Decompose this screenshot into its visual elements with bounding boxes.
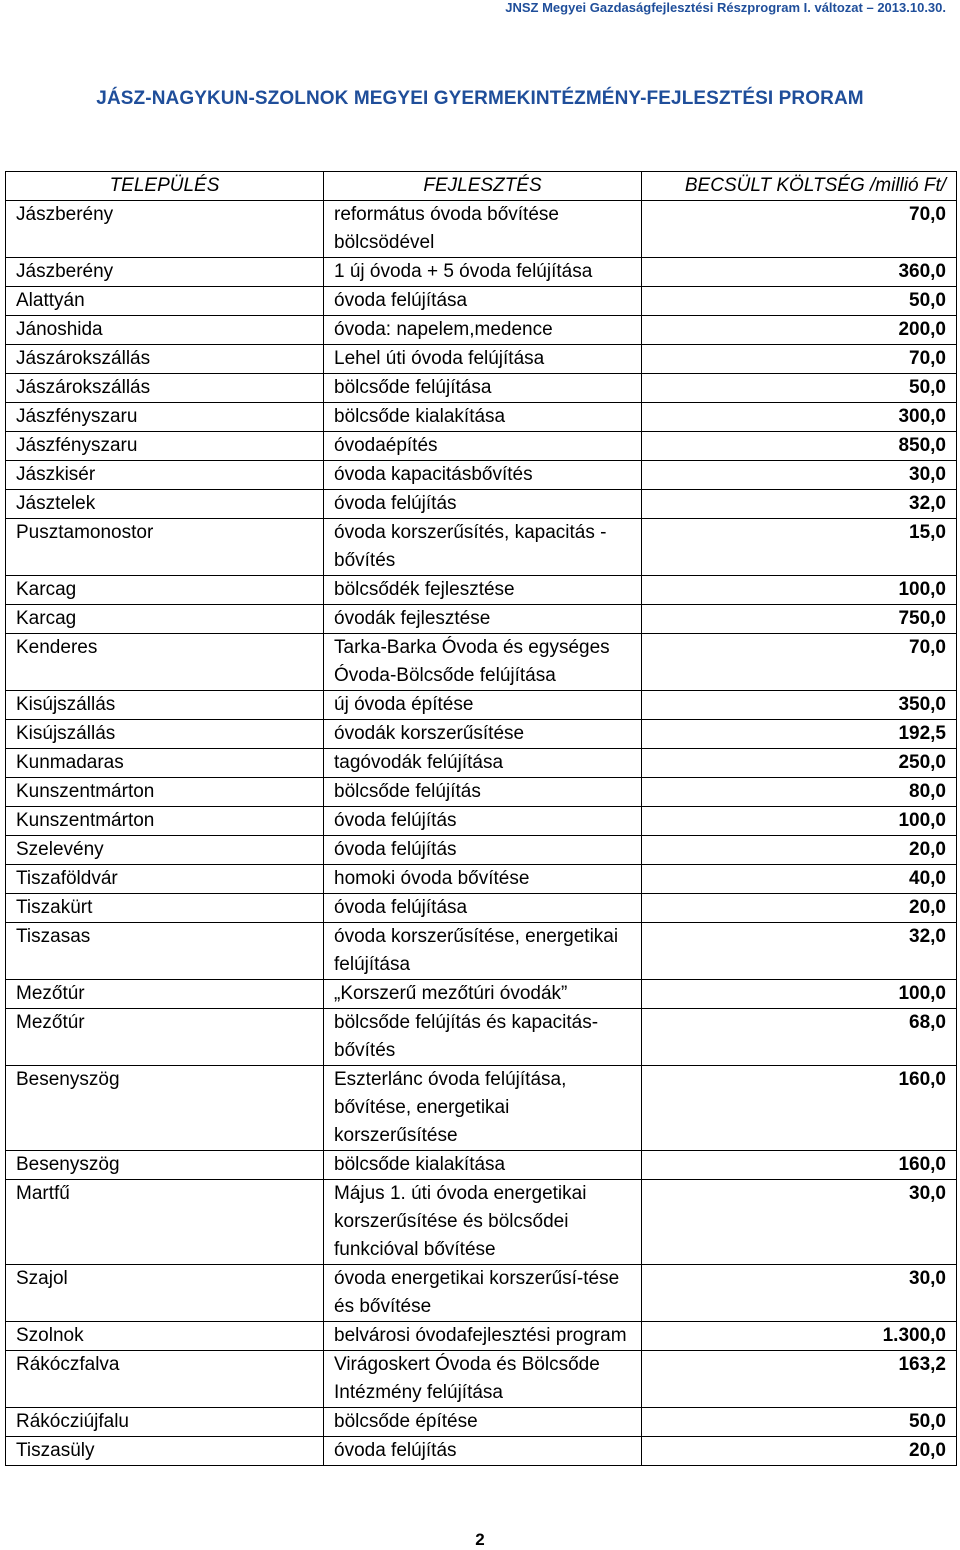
cell-cost: 70,0 [642,201,957,258]
table-row [6,201,957,258]
table-row [6,1408,957,1437]
cell-development: Lehel úti óvoda felújítása [324,345,642,374]
table-row [6,345,957,374]
table-row [6,461,957,490]
cell-settlement: Kisújszállás [6,720,324,749]
cell-cost: 360,0 [642,258,957,287]
page-title: JÁSZ-NAGYKUN-SZOLNOK MEGYEI GYERMEKINTÉZMÉNY-FEJLESZTÉSI PRORAM [96,88,864,109]
cell-settlement: Jászfényszaru [6,403,324,432]
cell-development: bölcsőde felújítás és kapacitás-bővítés [324,1009,642,1066]
cell-cost: 40,0 [642,865,957,894]
cell-cost: 50,0 [642,1408,957,1437]
cell-settlement: Karcag [6,576,324,605]
cell-development: Virágoskert Óvoda és Bölcsőde Intézmény felújítása [324,1351,642,1408]
document-header: JNSZ Megyei Gazdaságfejlesztési Részprogram I. változat – 2013.10.30. [505,0,946,15]
cell-cost: 300,0 [642,403,957,432]
table-row [6,1351,957,1408]
cell-development: óvoda felújítása [324,287,642,316]
cell-cost: 1.300,0 [642,1322,957,1351]
column-header-cost: BECSÜLT KÖLTSÉG /millió Ft/ [642,172,957,201]
cell-cost: 100,0 [642,807,957,836]
cell-development: óvoda energetikai korszerűsí-tése és bővítése [324,1265,642,1322]
cell-cost: 160,0 [642,1066,957,1151]
cell-cost: 30,0 [642,1180,957,1265]
cell-development: tagóvodák felújítása [324,749,642,778]
cell-development: bölcsődék fejlesztése [324,576,642,605]
cell-settlement: Kunmadaras [6,749,324,778]
cell-development: bölcsőde felújítás [324,778,642,807]
cell-cost: 100,0 [642,576,957,605]
cell-settlement: Mezőtúr [6,1009,324,1066]
cell-development: óvoda felújítás [324,807,642,836]
cell-development: „Korszerű mezőtúri óvodák” [324,980,642,1009]
table-row [6,894,957,923]
table-row [6,807,957,836]
cell-cost: 100,0 [642,980,957,1009]
cell-development: óvodák fejlesztése [324,605,642,634]
column-header-development: FEJLESZTÉS [324,172,642,201]
table-row [6,634,957,691]
cell-settlement: Jásztelek [6,490,324,519]
table-row [6,923,957,980]
table-row [6,1437,957,1466]
cell-settlement: Kunszentmárton [6,807,324,836]
cell-cost: 20,0 [642,1437,957,1466]
cell-settlement: Szolnok [6,1322,324,1351]
table-row [6,1322,957,1351]
table-row [6,316,957,345]
cell-settlement: Martfű [6,1180,324,1265]
table-row [6,519,957,576]
cell-settlement: Szelevény [6,836,324,865]
table-row [6,1265,957,1322]
cell-cost: 20,0 [642,836,957,865]
table-row [6,258,957,287]
table-body [6,201,957,1466]
table-row [6,865,957,894]
cell-settlement: Jászberény [6,258,324,287]
cell-cost: 850,0 [642,432,957,461]
cell-settlement: Besenyszög [6,1151,324,1180]
table-row [6,1009,957,1066]
table-row [6,720,957,749]
table-row [6,403,957,432]
cell-cost: 80,0 [642,778,957,807]
cell-settlement: Rákóczfalva [6,1351,324,1408]
cell-settlement: Jászfényszaru [6,432,324,461]
cell-development: óvoda korszerűsítés, kapacitás - bővítés [324,519,642,576]
table-row [6,1180,957,1265]
table-row [6,432,957,461]
development-program-table [5,171,957,1466]
cell-settlement: Rákócziújfalu [6,1408,324,1437]
cell-development: bölcsőde kialakítása [324,403,642,432]
table-row [6,749,957,778]
table-row [6,778,957,807]
cell-cost: 192,5 [642,720,957,749]
cell-settlement: Jászkisér [6,461,324,490]
cell-settlement: Karcag [6,605,324,634]
cell-settlement: Pusztamonostor [6,519,324,576]
cell-cost: 30,0 [642,1265,957,1322]
column-header-settlement: TELEPÜLÉS [6,172,324,201]
cell-development: óvoda: napelem,medence [324,316,642,345]
cell-settlement: Tiszasüly [6,1437,324,1466]
cell-settlement: Szajol [6,1265,324,1322]
table-row [6,1151,957,1180]
table-row [6,490,957,519]
cell-cost: 32,0 [642,923,957,980]
cell-settlement: Kisújszállás [6,691,324,720]
cell-settlement: Besenyszög [6,1066,324,1151]
cell-cost: 32,0 [642,490,957,519]
table-row [6,691,957,720]
table-row [6,605,957,634]
cell-development: óvoda felújítása [324,894,642,923]
cell-development: bölcsőde építése [324,1408,642,1437]
cell-development: óvodaépítés [324,432,642,461]
cell-settlement: Tiszaföldvár [6,865,324,894]
cell-development: óvoda felújítás [324,836,642,865]
cell-cost: 70,0 [642,634,957,691]
table-row [6,1066,957,1151]
cell-development: Tarka-Barka Óvoda és egységes Óvoda-Bölcsőde felújítása [324,634,642,691]
cell-cost: 50,0 [642,287,957,316]
cell-development: Május 1. úti óvoda energetikai korszerűsítése és bölcsődei funkcióval bővítése [324,1180,642,1265]
cell-settlement: Tiszasas [6,923,324,980]
cell-cost: 15,0 [642,519,957,576]
table-header-row [6,172,957,201]
cell-development: bölcsőde kialakítása [324,1151,642,1180]
table-row [6,980,957,1009]
page-number: 2 [475,1530,485,1549]
cell-settlement: Mezőtúr [6,980,324,1009]
cell-settlement: Jánoshida [6,316,324,345]
cell-development: bölcsőde felújítása [324,374,642,403]
cell-settlement: Jászárokszállás [6,345,324,374]
cell-cost: 200,0 [642,316,957,345]
cell-development: óvoda felújítás [324,1437,642,1466]
cell-development: óvoda felújítás [324,490,642,519]
cell-settlement: Tiszakürt [6,894,324,923]
cell-cost: 160,0 [642,1151,957,1180]
cell-cost: 50,0 [642,374,957,403]
cell-cost: 30,0 [642,461,957,490]
cell-settlement: Kunszentmárton [6,778,324,807]
cell-cost: 250,0 [642,749,957,778]
cell-settlement: Jászárokszállás [6,374,324,403]
cell-settlement: Alattyán [6,287,324,316]
cell-development: óvoda korszerűsítése, energetikai felújítása [324,923,642,980]
cell-development: új óvoda építése [324,691,642,720]
cell-cost: 70,0 [642,345,957,374]
cell-cost: 20,0 [642,894,957,923]
table-row [6,576,957,605]
table-row [6,287,957,316]
cell-cost: 750,0 [642,605,957,634]
cell-cost: 350,0 [642,691,957,720]
cell-development: református óvoda bővítése bölcsödével [324,201,642,258]
cell-cost: 163,2 [642,1351,957,1408]
cell-development: óvoda kapacitásbővítés [324,461,642,490]
cell-development: Eszterlánc óvoda felújítása, bővítése, energetikai korszerűsítése [324,1066,642,1151]
cell-settlement: Kenderes [6,634,324,691]
cell-settlement: Jászberény [6,201,324,258]
cell-development: 1 új óvoda + 5 óvoda felújítása [324,258,642,287]
table-row [6,836,957,865]
cell-development: belvárosi óvodafejlesztési program [324,1322,642,1351]
cell-development: óvodák korszerűsítése [324,720,642,749]
cell-cost: 68,0 [642,1009,957,1066]
cell-development: homoki óvoda bővítése [324,865,642,894]
table-row [6,374,957,403]
